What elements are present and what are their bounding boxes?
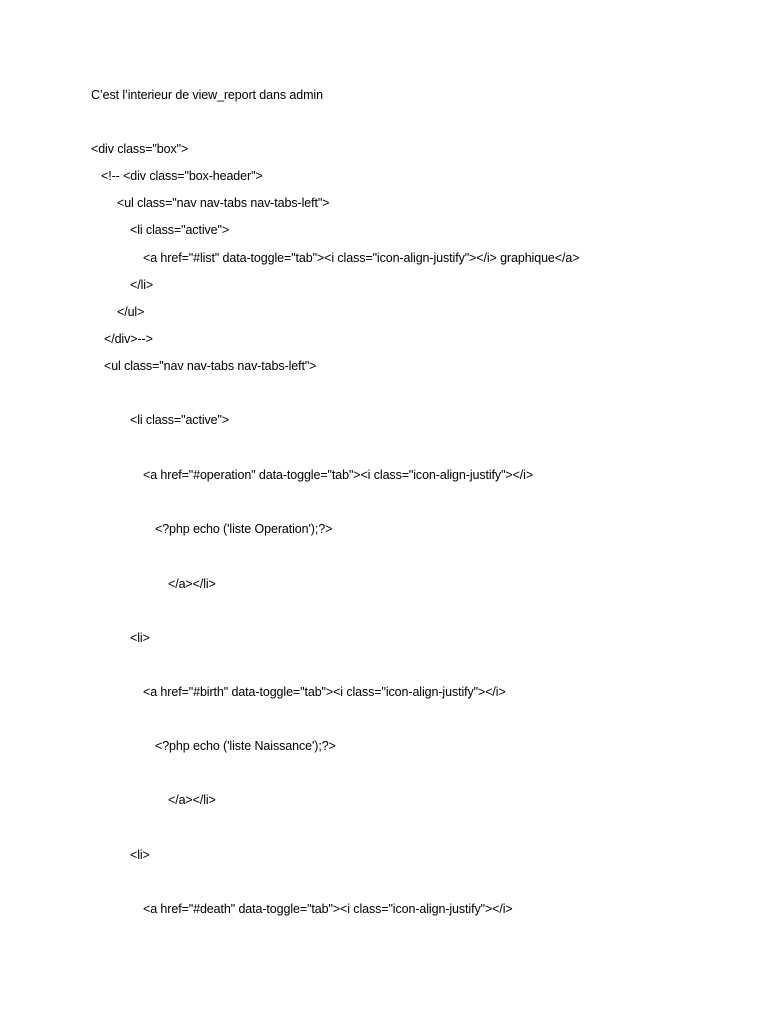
- code-line: <li>: [130, 848, 150, 862]
- code-line: </a></li>: [168, 577, 216, 591]
- code-line: <a href="#birth" data-toggle="tab"><i class="icon-align-justify"></i>: [143, 685, 506, 699]
- code-line: <ul class="nav nav-tabs nav-tabs-left">: [117, 196, 330, 210]
- code-line: </div>-->: [104, 332, 153, 346]
- code-line: <!-- <div class="box-header">: [101, 169, 263, 183]
- code-line: </ul>: [117, 305, 145, 319]
- code-line: <a href="#list" data-toggle="tab"><i class="icon-align-justify"></i> graphique</a>: [143, 251, 580, 265]
- code-line: </li>: [130, 278, 154, 292]
- document-heading: C’est l’interieur de view_report dans admin: [91, 88, 323, 102]
- code-line: </a></li>: [168, 793, 216, 807]
- code-line: <li class="active">: [130, 413, 230, 427]
- code-line: <?php echo ('liste Operation');?>: [155, 522, 333, 536]
- code-line: <a href="#operation" data-toggle="tab"><i class="icon-align-justify"></i>: [143, 468, 534, 482]
- code-line: <li class="active">: [130, 223, 230, 237]
- code-line: <li>: [130, 631, 150, 645]
- code-line: <?php echo ('liste Naissance');?>: [155, 739, 336, 753]
- code-line: <div class="box">: [91, 142, 189, 156]
- code-line: <a href="#death" data-toggle="tab"><i class="icon-align-justify"></i>: [143, 902, 513, 916]
- code-line: <ul class="nav nav-tabs nav-tabs-left">: [104, 359, 317, 373]
